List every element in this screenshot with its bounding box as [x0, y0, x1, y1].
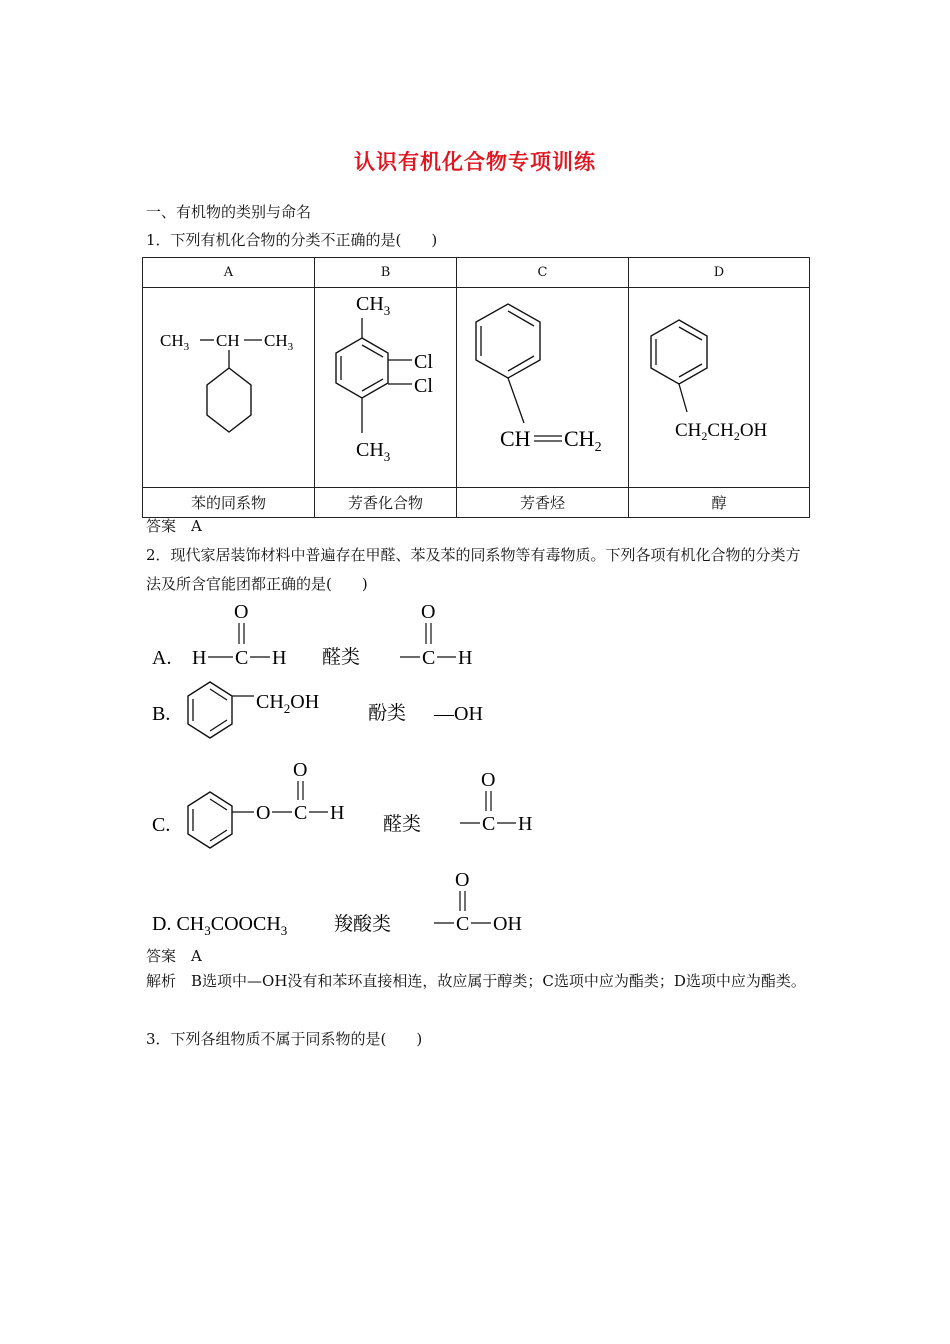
- svg-text:A.: A.: [152, 647, 172, 669]
- column-header-a: A: [143, 258, 315, 288]
- option-a: [150, 598, 510, 678]
- question-1-table: [142, 257, 810, 518]
- question-2-answer: 答案 A: [146, 947, 202, 965]
- question-2-stem: 2．现代家居装饰材料中普遍存在甲醛、苯及苯的同系物等有毒物质。下列各项有机化合物的分类方法及所含官能团都正确的是( ): [146, 546, 801, 593]
- option-d: [150, 866, 550, 942]
- svg-text:醛类: 醛类: [322, 646, 361, 668]
- option-a-formulas: [150, 598, 510, 678]
- svg-text:H: H: [458, 647, 473, 669]
- isopropylcyclohexane-structure: [144, 288, 314, 483]
- svg-text:C: C: [294, 802, 308, 824]
- svg-text:B.: B.: [152, 703, 171, 725]
- svg-text:H: H: [330, 802, 345, 824]
- svg-text:H: H: [518, 813, 533, 835]
- svg-text:CH: CH: [215, 331, 240, 350]
- class-a: 苯的同系物: [143, 488, 315, 518]
- svg-text:CH3: $CH_3$: [263, 331, 293, 353]
- svg-text:CH3: $CH_3$: [355, 439, 390, 464]
- svg-text:CH2CH2OH: $CH_2CH_2OH$: [675, 420, 768, 443]
- class-b: 芳香化合物: [315, 488, 457, 518]
- column-header-d: D: [629, 258, 810, 288]
- section-heading: 一、有机物的类别与命名: [146, 203, 312, 221]
- svg-text:醛类: 醛类: [383, 813, 422, 835]
- svg-text:O: O: [421, 601, 436, 623]
- svg-text:酚类: 酚类: [368, 702, 407, 724]
- svg-text:C: C: [482, 813, 496, 835]
- structure-d: [629, 288, 810, 488]
- svg-text:H: H: [192, 647, 207, 669]
- svg-text:CH3: $CH_3$: [355, 293, 390, 318]
- svg-text:O: O: [256, 802, 271, 824]
- column-header-b: B: [315, 258, 457, 288]
- question-3-stem: 3．下列各组物质不属于同系物的是( ): [146, 1030, 423, 1048]
- svg-text:羧酸类: 羧酸类: [334, 913, 392, 935]
- svg-text:O: O: [481, 769, 496, 791]
- svg-text:C.: C.: [152, 814, 171, 836]
- option-c: [150, 756, 550, 860]
- class-d: 醇: [629, 488, 810, 518]
- styrene-structure: [458, 288, 628, 483]
- svg-text:C: C: [456, 913, 470, 935]
- column-header-c: C: [457, 258, 629, 288]
- option-d-formulas: [150, 866, 550, 942]
- question-2-analysis: 解析 B选项中—OH没有和苯环直接相连，故应属于醇类；C选项中应为酯类；D选项中应为酯类。: [146, 972, 806, 990]
- option-c-formulas: [150, 756, 550, 860]
- svg-text:C: C: [422, 647, 436, 669]
- svg-text:O: O: [455, 869, 470, 891]
- svg-text:D. CH3COOCH3: D. $CH_3COOCH_3$: [152, 913, 288, 938]
- svg-text:OH: OH: [493, 913, 522, 935]
- svg-text:O: O: [293, 759, 308, 781]
- svg-text:CH: CH: [499, 426, 531, 451]
- structure-b: [315, 288, 457, 488]
- phenylethanol-structure: [629, 288, 809, 483]
- dichloroxylene-structure: [316, 288, 456, 483]
- question-1-stem: 1．下列有机化合物的分类不正确的是( ): [146, 231, 438, 249]
- svg-text:—OH: —OH: [434, 703, 483, 725]
- svg-text:Cl: Cl: [413, 375, 433, 397]
- option-b-formulas: [150, 676, 510, 748]
- svg-text:Cl: Cl: [413, 351, 433, 373]
- svg-text:CH3: $CH_3$: [159, 331, 189, 353]
- page-title: 认识有机化合物专项训练: [354, 149, 596, 174]
- option-b: [150, 676, 510, 748]
- svg-text:CH2: $CH_2$: [563, 426, 602, 455]
- svg-text:C: C: [235, 647, 249, 669]
- question-1-answer: 答案 A: [146, 517, 202, 535]
- svg-text:O: O: [234, 601, 249, 623]
- class-c: 芳香烃: [457, 488, 629, 518]
- svg-text:CH2OH: $CH_2OH$: [256, 691, 320, 716]
- structure-a: [143, 288, 315, 488]
- svg-text:H: H: [272, 647, 287, 669]
- structure-c: [457, 288, 629, 488]
